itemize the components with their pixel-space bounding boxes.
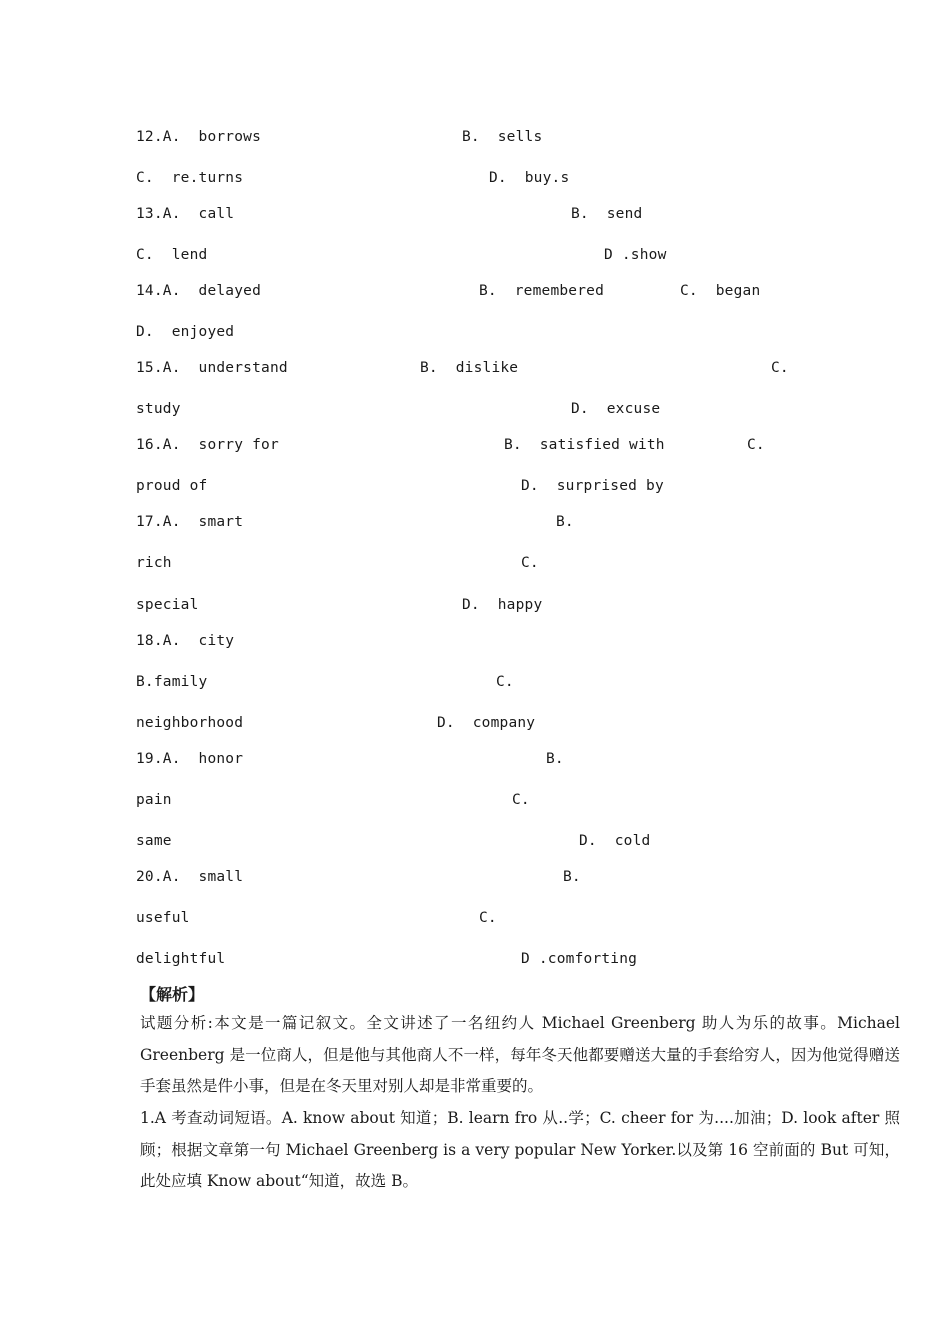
q14-option-b: B. remembered xyxy=(479,283,605,299)
q16-option-d: D. surprised by xyxy=(521,478,664,494)
q13-option-c: C. lend xyxy=(136,247,208,263)
q20-option-d: D .comforting xyxy=(521,951,638,967)
q16-option-c-text: proud of xyxy=(136,478,208,494)
q18-option-c-text: neighborhood xyxy=(136,715,244,731)
q13-option-b: B. send xyxy=(571,206,643,222)
analysis-item-1: 1.A 考查动词短语。A. know about 知道；B. learn fro 从..学；C. cheer for 为....加油；D. look after 照顾；根据文章第一句 Michael Greenberg is a very popular New Yorker.以及第 16 空前面的 But 可知，此处应填 Know about“知道，故选 B。 xyxy=(140,1109,900,1190)
q18-option-c-label: C. xyxy=(496,674,514,690)
q17-option-d: D. happy xyxy=(462,597,543,613)
q12-option-b: B. sells xyxy=(462,129,543,145)
q17-option-b-text: rich xyxy=(136,555,172,571)
q19-option-b-text: pain xyxy=(136,792,172,808)
q12-option-c: C. re.turns xyxy=(136,170,244,186)
q19-option-a: 19.A. honor xyxy=(136,751,244,767)
q14-option-c: C. began xyxy=(680,283,761,299)
q19-option-b-label: B. xyxy=(546,751,564,767)
q15-option-c-text: study xyxy=(136,401,181,417)
q17-option-c-text: special xyxy=(136,597,199,613)
analysis-heading: 【解析】 xyxy=(140,985,205,1004)
q17-option-a: 17.A. smart xyxy=(136,514,244,530)
q18-option-d: D. company xyxy=(437,715,536,731)
q17-option-b-label: B. xyxy=(556,514,574,530)
q20-option-a: 20.A. small xyxy=(136,869,244,885)
q20-option-b-label: B. xyxy=(563,869,581,885)
q15-option-d: D. excuse xyxy=(571,401,661,417)
q13-option-d: D .show xyxy=(604,247,667,263)
q13-option-a: 13.A. call xyxy=(136,206,235,222)
q20-option-c-text: delightful xyxy=(136,951,226,967)
q12-option-d: D. buy.s xyxy=(489,170,570,186)
q15-option-b: B. dislike xyxy=(420,360,519,376)
q14-option-a: 14.A. delayed xyxy=(136,283,262,299)
q12-option-a: 12.A. borrows xyxy=(136,129,262,145)
q14-option-d: D. enjoyed xyxy=(136,324,235,340)
q15-option-c-label: C. xyxy=(771,360,789,376)
analysis-summary: 试题分析:本文是一篇记叙文。全文讲述了一名纽约人 Michael Greenberg 助人为乐的故事。Michael Greenberg 是一位商人，但是他与其他商人不一样，每年冬天他都要赠送大量的手套给穷人，因为他觉得赠送手套虽然是件小事，但是在冬天里对别人却是非常重要的。 xyxy=(140,1014,900,1095)
q16-option-a: 16.A. sorry for xyxy=(136,437,279,453)
q17-option-c-label: C. xyxy=(521,555,539,571)
q16-option-c-label: C. xyxy=(747,437,765,453)
q20-option-c-label: C. xyxy=(479,910,497,926)
q19-option-d: D. cold xyxy=(579,833,651,849)
q19-option-c-text: same xyxy=(136,833,172,849)
q15-option-a: 15.A. understand xyxy=(136,360,288,376)
q19-option-c-label: C. xyxy=(512,792,530,808)
q16-option-b: B. satisfied with xyxy=(504,437,665,453)
q18-option-a: 18.A. city xyxy=(136,633,235,649)
q20-option-b-text: useful xyxy=(136,910,190,926)
q18-option-b: B.family xyxy=(136,674,208,690)
